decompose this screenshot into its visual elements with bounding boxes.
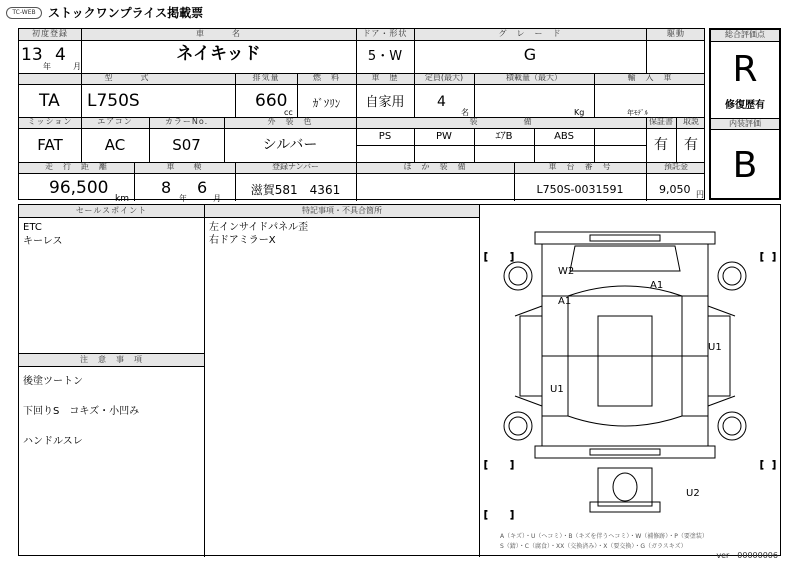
car-diagram (480, 206, 780, 556)
label-chassis: 車 台 番 号 (548, 162, 612, 171)
model-prefix: TA (39, 91, 60, 111)
warranty: 有 (654, 137, 668, 153)
person-unit: 名 (461, 108, 469, 117)
yen-unit: 円 (696, 190, 704, 199)
svg-text:[: [ (484, 460, 488, 471)
label-sales-points: セールスポイント (75, 206, 148, 215)
model: L750S (87, 91, 140, 111)
chassis-number: L750S-0031591 (536, 183, 624, 196)
aircon: AC (104, 136, 126, 154)
svg-text:]: ] (510, 460, 514, 471)
legend-line-2: S（錆）・C（腐食）・XX（交換済み）・X（要交換）・G（ガラスキズ） (500, 543, 687, 550)
car-name: ネイキッド (176, 44, 261, 64)
damage-mark: A1 (558, 296, 572, 307)
label-model: 型 式 (104, 73, 150, 82)
label-other-equip: ほ か 装 備 (403, 162, 467, 171)
overall-rating: R (732, 49, 758, 90)
damage-mark: U2 (686, 488, 700, 499)
header (6, 4, 203, 21)
grade: G (523, 45, 537, 64)
sales-point-1: ETC (23, 222, 42, 233)
damage-mark: A1 (650, 280, 664, 291)
damage-mark: W2 (558, 266, 575, 277)
inspection-month-unit: 月 (213, 194, 221, 203)
door-type: 5・W (367, 49, 403, 64)
label-warranty: 保証書 (649, 117, 673, 126)
legend-line-1: A（キズ）・U（ヘコミ）・B（キズを伴うヘコミ）・W（補修跡）・P（要塗装） (500, 533, 708, 540)
caution-2: 下回りS コキズ・小凹み (23, 406, 140, 417)
label-mission: ミッション (27, 117, 73, 126)
plate: 滋賀581 4361 (250, 183, 341, 197)
kg-unit: Kg (574, 108, 585, 117)
history: 自家用 (365, 95, 405, 110)
capacity: 4 (437, 94, 446, 110)
mileage: 96,500 (49, 178, 109, 198)
lower-section (18, 204, 781, 556)
caution-3: ハンドルスレ (23, 436, 83, 447)
equip-pw: PW (436, 131, 452, 142)
page-title: ストックワンプライス掲載票 (48, 6, 204, 20)
remark-1: 左インサイドパネル歪 (209, 222, 309, 233)
deposit: 9,050 (659, 183, 691, 196)
first-reg-year: 13 (21, 45, 43, 65)
month-unit: 月 (73, 62, 81, 71)
label-mileage: 走 行 距 離 (45, 162, 108, 171)
overall-rating-note: 修復歴有 (725, 100, 765, 111)
inspection-month: 6 (197, 178, 208, 197)
label-drive: 駆動 (667, 29, 685, 38)
label-first-reg: 初度登録 (32, 29, 68, 38)
svg-text:]: ] (772, 460, 776, 471)
caution-1: 後塗ツートン (23, 376, 83, 387)
model-year-unit: 年ﾓﾃﾞﾙ (627, 109, 648, 117)
label-fuel: 燃 料 (313, 73, 340, 82)
spec-grid (18, 28, 705, 204)
rating-box (709, 28, 781, 200)
equip-airbag: ｴｱB (495, 131, 513, 142)
fuel: ｶﾞｿﾘﾝ (312, 97, 341, 110)
damage-mark: U1 (550, 384, 564, 395)
label-door-type: ドア・形状 (362, 29, 408, 38)
displacement: 660 (255, 91, 288, 111)
label-import: 輸 入 車 (627, 73, 673, 82)
label-grade: グ レ ー ド (498, 29, 562, 38)
label-color-no: カラーNo. (164, 117, 209, 126)
label-interior-rating: 内装評価 (729, 119, 761, 128)
exterior-color: シルバー (262, 137, 318, 153)
inspection-year-unit: 年 (179, 194, 187, 203)
year-unit: 年 (43, 62, 51, 71)
svg-text:[: [ (484, 252, 488, 263)
first-reg-month: 4 (55, 45, 66, 65)
remark-2: 右ドアミラーX (209, 235, 276, 246)
svg-text:[: [ (484, 510, 488, 521)
label-history: 車 歴 (371, 73, 399, 82)
interior-rating: B (732, 145, 758, 186)
label-load: 積載量（最大） (506, 73, 562, 82)
label-inspection: 車 検 (166, 162, 203, 171)
version-label: ver 00000006 (716, 551, 778, 560)
label-aircon: エアコン (97, 117, 133, 126)
label-remarks: 特記事項・不具合箇所 (302, 206, 382, 215)
svg-text:[: [ (760, 252, 764, 263)
svg-text:[: [ (760, 460, 764, 471)
label-caution: 注 意 事 項 (80, 355, 143, 364)
label-manual: 取説 (683, 117, 699, 126)
equip-abs: ABS (554, 131, 574, 142)
equip-ps: PS (378, 131, 392, 142)
km-unit: km (115, 194, 129, 204)
damage-mark: U1 (708, 342, 722, 353)
svg-text:]: ] (510, 510, 514, 521)
color-no: S07 (172, 136, 201, 154)
label-displacement: 排気量 (252, 73, 280, 82)
mission: FAT (37, 136, 63, 154)
label-deposit: 預託金 (664, 162, 688, 171)
label-car-name: 車 名 (196, 29, 241, 38)
svg-text:]: ] (772, 252, 776, 263)
inspection-year: 8 (161, 178, 172, 197)
cc-unit: cc (284, 108, 293, 117)
manual: 有 (684, 137, 698, 153)
label-equipment: 装 備 (469, 117, 533, 126)
svg-text:]: ] (510, 252, 514, 263)
label-capacity: 定員(最大) (424, 73, 464, 82)
label-overall-rating: 総合評価点 (725, 30, 765, 39)
sales-point-2: キーレス (23, 236, 63, 247)
label-exterior: 外 装 色 (267, 117, 313, 126)
label-plate: 登録ナンバー (271, 162, 320, 171)
logo: TC-WEB (6, 7, 42, 19)
